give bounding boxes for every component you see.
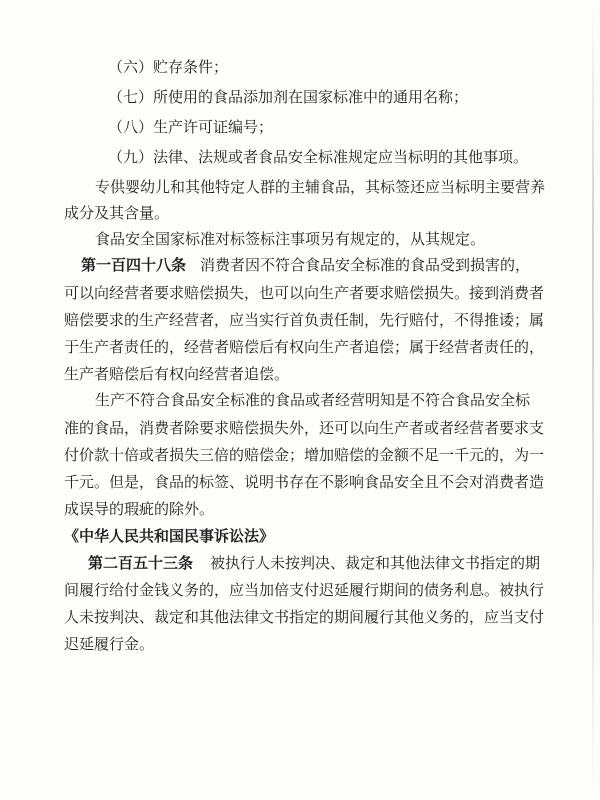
text-line: 生产不符合食品安全标准的食品或者经营明知是不符合食品安全标 bbox=[95, 391, 531, 409]
text-line: 迟延履行金。 bbox=[64, 635, 155, 653]
text-line: 赔偿要求的生产经营者，应当实行首负责任制，先行赔付，不得推诿；属 bbox=[64, 311, 545, 329]
text-line: 消费者因不符合食品安全标准的食品受到损害的， bbox=[200, 256, 531, 274]
article-heading: 第一百四十八条 bbox=[81, 256, 187, 274]
text-line: 准的食品，消费者除要求赔偿损失外，还可以向生产者或者经营者要求支 bbox=[64, 419, 545, 437]
text-line: （六）贮存条件； bbox=[108, 58, 229, 76]
text-line: 专供婴幼儿和其他特定人群的主辅食品，其标签还应当标明主要营养 bbox=[95, 178, 546, 196]
text-line: 千元。但是，食品的标签、说明书存在不影响食品安全且不会对消费者造 bbox=[64, 473, 545, 491]
text-line: 被执行人未按判决、裁定和其他法律文书指定的期 bbox=[210, 554, 541, 572]
text-line: 成误导的瑕疵的除外。 bbox=[64, 500, 215, 518]
text-line: 于生产者责任的，经营者赔偿后有权向生产者追偿；属于经营者责任的， bbox=[64, 338, 545, 356]
text-line: 食品安全国家标准对标签标注事项另有规定的，从其规定。 bbox=[95, 230, 486, 248]
law-title: 《中华人民共和国民事诉讼法》 bbox=[64, 527, 275, 545]
text-line: （八）生产许可证编号； bbox=[108, 118, 274, 136]
scan-edge-shadow bbox=[592, 0, 594, 800]
text-line: 间履行给付金钱义务的，应当加倍支付迟延履行期间的债务利息。被执行 bbox=[64, 581, 545, 599]
text-line: 成分及其含量。 bbox=[64, 204, 170, 222]
article-heading: 第二百五十三条 bbox=[88, 554, 194, 572]
text-line: 可以向经营者要求赔偿损失，也可以向生产者要求赔偿损失。接到消费者 bbox=[64, 284, 545, 302]
text-line: 生产者赔偿后有权向经营者追偿。 bbox=[64, 365, 290, 383]
text-line: （九）法律、法规或者食品安全标准规定应当标明的其他事项。 bbox=[108, 148, 529, 166]
text-line: （七）所使用的食品添加剂在国家标准中的通用名称； bbox=[108, 88, 469, 106]
text-line: 付价款十倍或者损失三倍的赔偿金；增加赔偿的金额不足一千元的，为一 bbox=[64, 446, 545, 464]
text-line: 人未按判决、裁定和其他法律文书指定的期间履行其他义务的，应当支付 bbox=[64, 608, 545, 626]
